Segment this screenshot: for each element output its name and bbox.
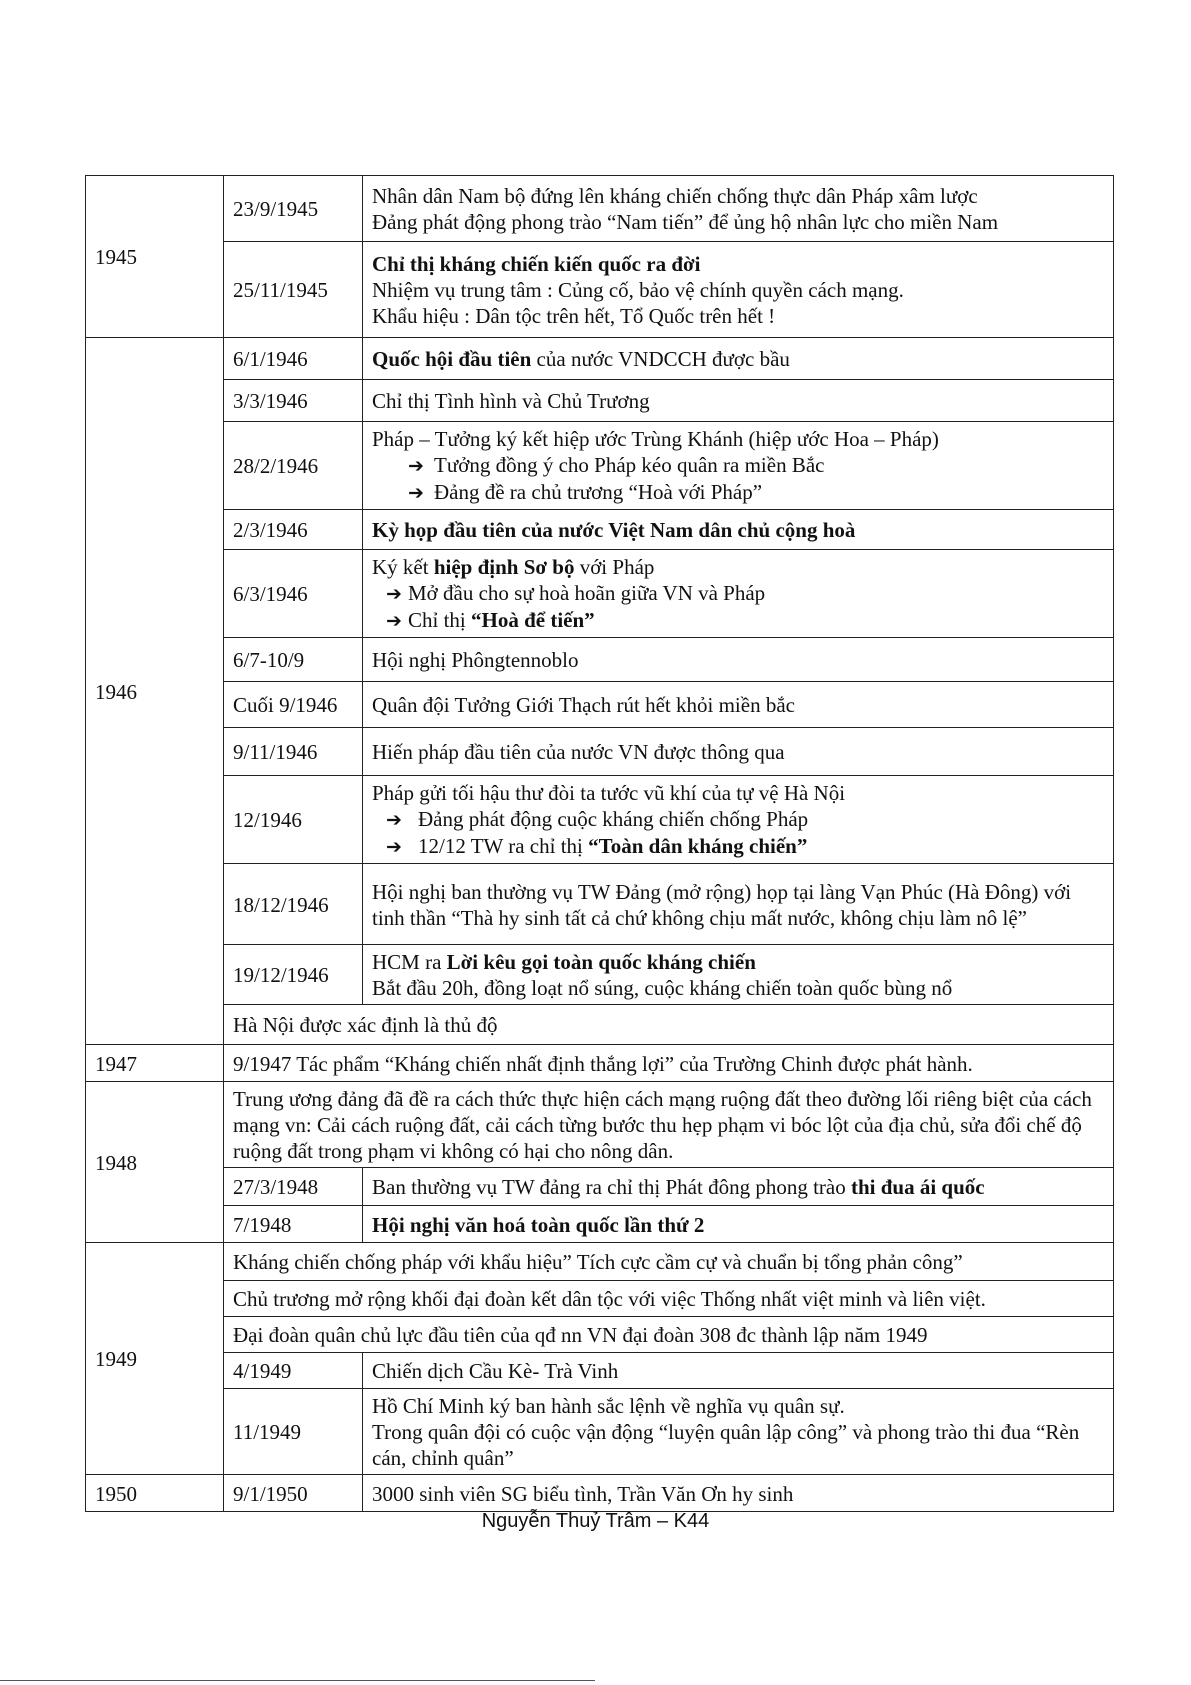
arrow-icon: ➔ — [386, 583, 402, 605]
event-cell: Trung ương đảng đã đề ra cách thức thực hiện cách mạng ruộng đất theo đường lối riêng biệt của cách mạng vn: Cải cách ruộng đất, cải cách từng bước thu hẹp phạm vi bóc lột của địa chủ, sửa đổi chế độ ruộng đất trong phạm vi không có hại cho nông dân. — [224, 1082, 1114, 1168]
table-row — [86, 1243, 1114, 1281]
event-cell: Hà Nội được xác định là thủ độ — [224, 1005, 1114, 1045]
table-row — [86, 510, 1114, 550]
event-cell: Pháp gửi tối hậu thư đòi ta tước vũ khí của tự vệ Hà Nội ➔ Đảng phát động cuộc kháng chiến chống Pháp ➔ 12/12 TW ra chỉ thị “Toàn dân kháng chiến” — [363, 776, 1114, 864]
event-cell: Pháp – Tưởng ký kết hiệp ước Trùng Khánh (hiệp ước Hoa – Pháp) ➔ Tưởng đồng ý cho Pháp kéo quân ra miền Bắc ➔ Đảng đề ra chủ trương “Hoà với Pháp” — [363, 422, 1114, 510]
table-row — [86, 864, 1114, 945]
date-cell: 19/12/1946 — [224, 945, 363, 1005]
event-cell: Chỉ thị kháng chiến kiến quốc ra đời Nhiệm vụ trung tâm : Củng cố, bảo vệ chính quyền cách mạng. Khẩu hiệu : Dân tộc trên hết, Tổ Quốc trên hết ! — [363, 242, 1114, 338]
date-cell: 2/3/1946 — [224, 510, 363, 550]
arrow-icon: ➔ — [386, 836, 402, 858]
table-row — [86, 1168, 1114, 1206]
event-cell: HCM ra Lời kêu gọi toàn quốc kháng chiến Bắt đầu 20h, đồng loạt nổ súng, cuộc kháng chiến toàn quốc bùng nổ — [363, 945, 1114, 1005]
year-cell: 1950 — [86, 1475, 224, 1512]
table-row — [86, 1206, 1114, 1243]
date-cell: 6/7-10/9 — [224, 638, 363, 682]
table-row — [86, 176, 1114, 242]
table-row — [86, 1281, 1114, 1317]
date-cell: 18/12/1946 — [224, 864, 363, 945]
date-cell: Cuối 9/1946 — [224, 682, 363, 728]
date-cell: 9/1/1950 — [224, 1475, 363, 1512]
table-row — [86, 1045, 1114, 1082]
event-cell: Ký kết hiệp định Sơ bộ với Pháp ➔ Mở đầu cho sự hoà hoãn giữa VN và Pháp ➔ Chỉ thị “Hoà để tiến” — [363, 550, 1114, 638]
event-cell: Hiến pháp đầu tiên của nước VN được thông qua — [363, 728, 1114, 776]
event-cell: Kháng chiến chống pháp với khẩu hiệu” Tích cực cầm cự và chuẩn bị tổng phản công” — [224, 1243, 1114, 1281]
date-cell: 9/11/1946 — [224, 728, 363, 776]
table-row — [86, 638, 1114, 682]
event-cell: 9/1947 Tác phẩm “Kháng chiến nhất định thắng lợi” của Trường Chinh được phát hành. — [224, 1045, 1114, 1082]
event-cell: 3000 sinh viên SG biểu tình, Trần Văn Ơn hy sinh — [363, 1475, 1114, 1512]
table-row — [86, 776, 1114, 864]
table-row — [86, 380, 1114, 422]
table-row — [86, 422, 1114, 510]
date-cell: 11/1949 — [224, 1389, 363, 1475]
event-cell: Quốc hội đầu tiên của nước VNDCCH được bầu — [363, 338, 1114, 380]
table-row — [86, 1317, 1114, 1353]
table-row — [86, 682, 1114, 728]
arrow-icon: ➔ — [386, 610, 402, 632]
event-cell: Nhân dân Nam bộ đứng lên kháng chiến chống thực dân Pháp xâm lược Đảng phát động phong trào “Nam tiến” để ủng hộ nhân lực cho miền Nam — [363, 176, 1114, 242]
table-row — [86, 1082, 1114, 1168]
date-cell: 6/1/1946 — [224, 338, 363, 380]
table-row — [86, 728, 1114, 776]
arrow-icon: ➔ — [408, 482, 424, 504]
event-cell: Hồ Chí Minh ký ban hành sắc lệnh về nghĩa vụ quân sự. Trong quân đội có cuộc vận động “luyện quân lập công” và phong trào thi đua “Rèn cán, chỉnh quân” — [363, 1389, 1114, 1475]
date-cell: 6/3/1946 — [224, 550, 363, 638]
date-cell: 28/2/1946 — [224, 422, 363, 510]
event-cell: Hội nghị Phôngtennoblo — [363, 638, 1114, 682]
event-cell: Kỳ họp đầu tiên của nước Việt Nam dân chủ cộng hoà — [363, 510, 1114, 550]
page-footer: Nguyễn Thuỷ Trâm – K44 — [481, 1510, 710, 1532]
year-cell: 1947 — [86, 1045, 224, 1082]
table-row — [86, 1475, 1114, 1512]
event-cell: Hội nghị ban thường vụ TW Đảng (mở rộng) họp tại làng Vạn Phúc (Hà Đông) với tinh thần “Thà hy sinh tất cả chứ không chịu mất nước, không chịu làm nô lệ” — [363, 864, 1114, 945]
table-row — [86, 1389, 1114, 1475]
table-row — [86, 1005, 1114, 1045]
history-timeline-table — [85, 175, 1114, 1512]
event-cell: Hội nghị văn hoá toàn quốc lần thứ 2 — [363, 1206, 1114, 1243]
date-cell: 23/9/1945 — [224, 176, 363, 242]
event-cell: Quân đội Tưởng Giới Thạch rút hết khỏi miền bắc — [363, 682, 1114, 728]
date-cell: 27/3/1948 — [224, 1168, 363, 1206]
table-row — [86, 550, 1114, 638]
event-cell: Chủ trương mở rộng khối đại đoàn kết dân tộc với việc Thống nhất việt minh và liên việt. — [224, 1281, 1114, 1317]
event-cell: Ban thường vụ TW đảng ra chỉ thị Phát đông phong trào thi đua ái quốc — [363, 1168, 1114, 1206]
date-cell: 7/1948 — [224, 1206, 363, 1243]
date-cell: 12/1946 — [224, 776, 363, 864]
date-cell: 25/11/1945 — [224, 242, 363, 338]
event-cell: Chỉ thị Tình hình và Chủ Trương — [363, 380, 1114, 422]
date-cell: 3/3/1946 — [224, 380, 363, 422]
event-cell: Chiến dịch Cầu Kè- Trà Vinh — [363, 1353, 1114, 1389]
year-cell: 1949 — [86, 1243, 224, 1475]
table-row — [86, 338, 1114, 380]
year-cell: 1945 — [86, 176, 224, 338]
date-cell: 4/1949 — [224, 1353, 363, 1389]
arrow-icon: ➔ — [386, 809, 402, 831]
divider — [0, 1680, 595, 1681]
event-cell: Đại đoàn quân chủ lực đầu tiên của qđ nn VN đại đoàn 308 đc thành lập năm 1949 — [224, 1317, 1114, 1353]
year-cell: 1946 — [86, 338, 224, 1045]
table-row — [86, 1353, 1114, 1389]
year-cell: 1948 — [86, 1082, 224, 1243]
table-row — [86, 242, 1114, 338]
arrow-icon: ➔ — [408, 455, 424, 477]
table-row — [86, 945, 1114, 1005]
